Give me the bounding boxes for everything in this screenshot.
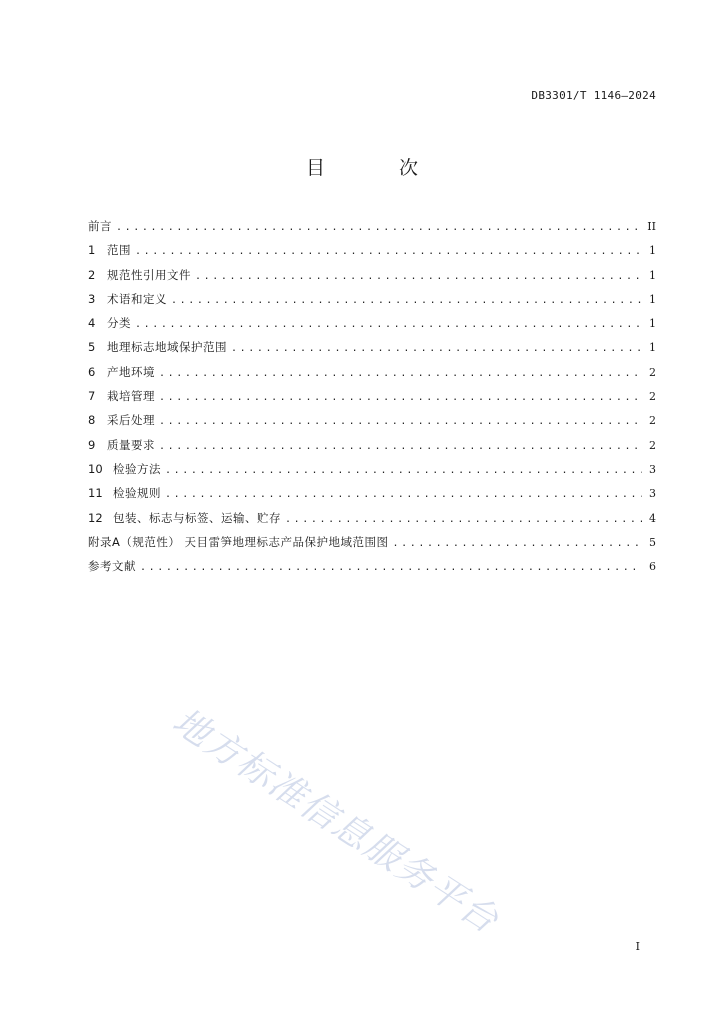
toc-number: 9 bbox=[88, 437, 96, 452]
toc-label: 包装、标志与标签、运输、贮存 bbox=[113, 510, 281, 525]
toc-label: 规范性引用文件 bbox=[107, 267, 191, 282]
table-of-contents bbox=[88, 218, 656, 582]
leader-dots bbox=[159, 392, 642, 403]
toc-number: 4 bbox=[88, 316, 96, 331]
leader-dots bbox=[159, 416, 642, 427]
leader-dots bbox=[159, 441, 642, 452]
leader-dots bbox=[171, 295, 642, 306]
toc-entry-4[interactable] bbox=[88, 315, 656, 339]
toc-entry-1[interactable] bbox=[88, 242, 656, 266]
toc-number: 2 bbox=[88, 267, 96, 282]
toc-entry-6[interactable] bbox=[88, 364, 656, 388]
toc-number: 5 bbox=[88, 340, 96, 355]
toc-page-number: 1 bbox=[649, 292, 656, 306]
toc-entry-11[interactable] bbox=[88, 485, 656, 509]
toc-number: 8 bbox=[88, 413, 96, 428]
toc-number: 1 bbox=[88, 243, 96, 258]
toc-page-number: II bbox=[647, 220, 656, 233]
toc-entry-8[interactable] bbox=[88, 412, 656, 436]
leader-dots bbox=[135, 319, 642, 330]
toc-page-number: 2 bbox=[649, 438, 656, 452]
toc-page-number: 2 bbox=[649, 414, 656, 428]
toc-number: 12 bbox=[88, 510, 103, 525]
leader-dots bbox=[285, 514, 642, 525]
toc-entry-appendix-a[interactable] bbox=[88, 534, 656, 558]
leader-dots bbox=[159, 368, 642, 379]
toc-label: 检验方法 bbox=[113, 461, 161, 476]
toc-page-number: 6 bbox=[649, 560, 656, 574]
toc-number: 7 bbox=[88, 389, 96, 404]
toc-number: 11 bbox=[88, 486, 103, 501]
toc-label: 质量要求 bbox=[107, 437, 155, 452]
leader-dots bbox=[135, 246, 642, 257]
toc-page-number: 2 bbox=[649, 365, 656, 379]
leader-dots bbox=[140, 562, 642, 573]
toc-entry-9[interactable] bbox=[88, 437, 656, 461]
toc-page-number: 1 bbox=[649, 317, 656, 331]
toc-page-number: 1 bbox=[649, 268, 656, 282]
toc-label: 前言 bbox=[88, 219, 112, 233]
toc-page-number: 1 bbox=[649, 341, 656, 355]
toc-label: 产地环境 bbox=[107, 364, 155, 379]
leader-dots bbox=[165, 489, 642, 500]
toc-entry-10[interactable] bbox=[88, 461, 656, 485]
toc-label: 采后处理 bbox=[107, 413, 155, 428]
toc-entry-12[interactable] bbox=[88, 510, 656, 534]
toc-label: 参考文献 bbox=[88, 559, 136, 574]
toc-label: 分类 bbox=[107, 316, 131, 331]
toc-number: 3 bbox=[88, 291, 96, 306]
toc-page-number: 5 bbox=[649, 535, 656, 549]
toc-entry-5[interactable] bbox=[88, 339, 656, 363]
toc-entry-3[interactable] bbox=[88, 291, 656, 315]
leader-dots bbox=[195, 271, 642, 282]
document-code: DB3301/T 1146—2024 bbox=[531, 89, 656, 102]
toc-entry-2[interactable] bbox=[88, 267, 656, 291]
page-number: I bbox=[635, 940, 640, 953]
leader-dots bbox=[393, 538, 642, 549]
toc-number: 6 bbox=[88, 364, 96, 379]
page-title: 目 次 bbox=[305, 157, 453, 179]
leader-dots bbox=[231, 343, 642, 354]
toc-page-number: 2 bbox=[649, 390, 656, 404]
toc-page-number: 4 bbox=[649, 511, 656, 525]
toc-label: 栽培管理 bbox=[107, 389, 155, 404]
toc-entry-references[interactable] bbox=[88, 558, 656, 582]
toc-page-number: 1 bbox=[649, 244, 656, 258]
toc-label: 术语和定义 bbox=[107, 291, 167, 306]
leader-dots bbox=[116, 222, 642, 233]
toc-label: 检验规则 bbox=[113, 486, 161, 501]
toc-label: 地理标志地域保护范围 bbox=[107, 340, 227, 355]
toc-label: 附录A（规范性） 天目雷笋地理标志产品保护地域范围图 bbox=[88, 534, 389, 549]
toc-entry-foreword[interactable] bbox=[88, 218, 656, 242]
watermark: 地方标准信息服务平台 bbox=[165, 700, 507, 943]
toc-number: 10 bbox=[88, 461, 103, 476]
toc-label: 范围 bbox=[107, 243, 131, 258]
toc-entry-7[interactable] bbox=[88, 388, 656, 412]
toc-page-number: 3 bbox=[649, 462, 656, 476]
toc-page-number: 3 bbox=[649, 487, 656, 501]
leader-dots bbox=[165, 465, 642, 476]
